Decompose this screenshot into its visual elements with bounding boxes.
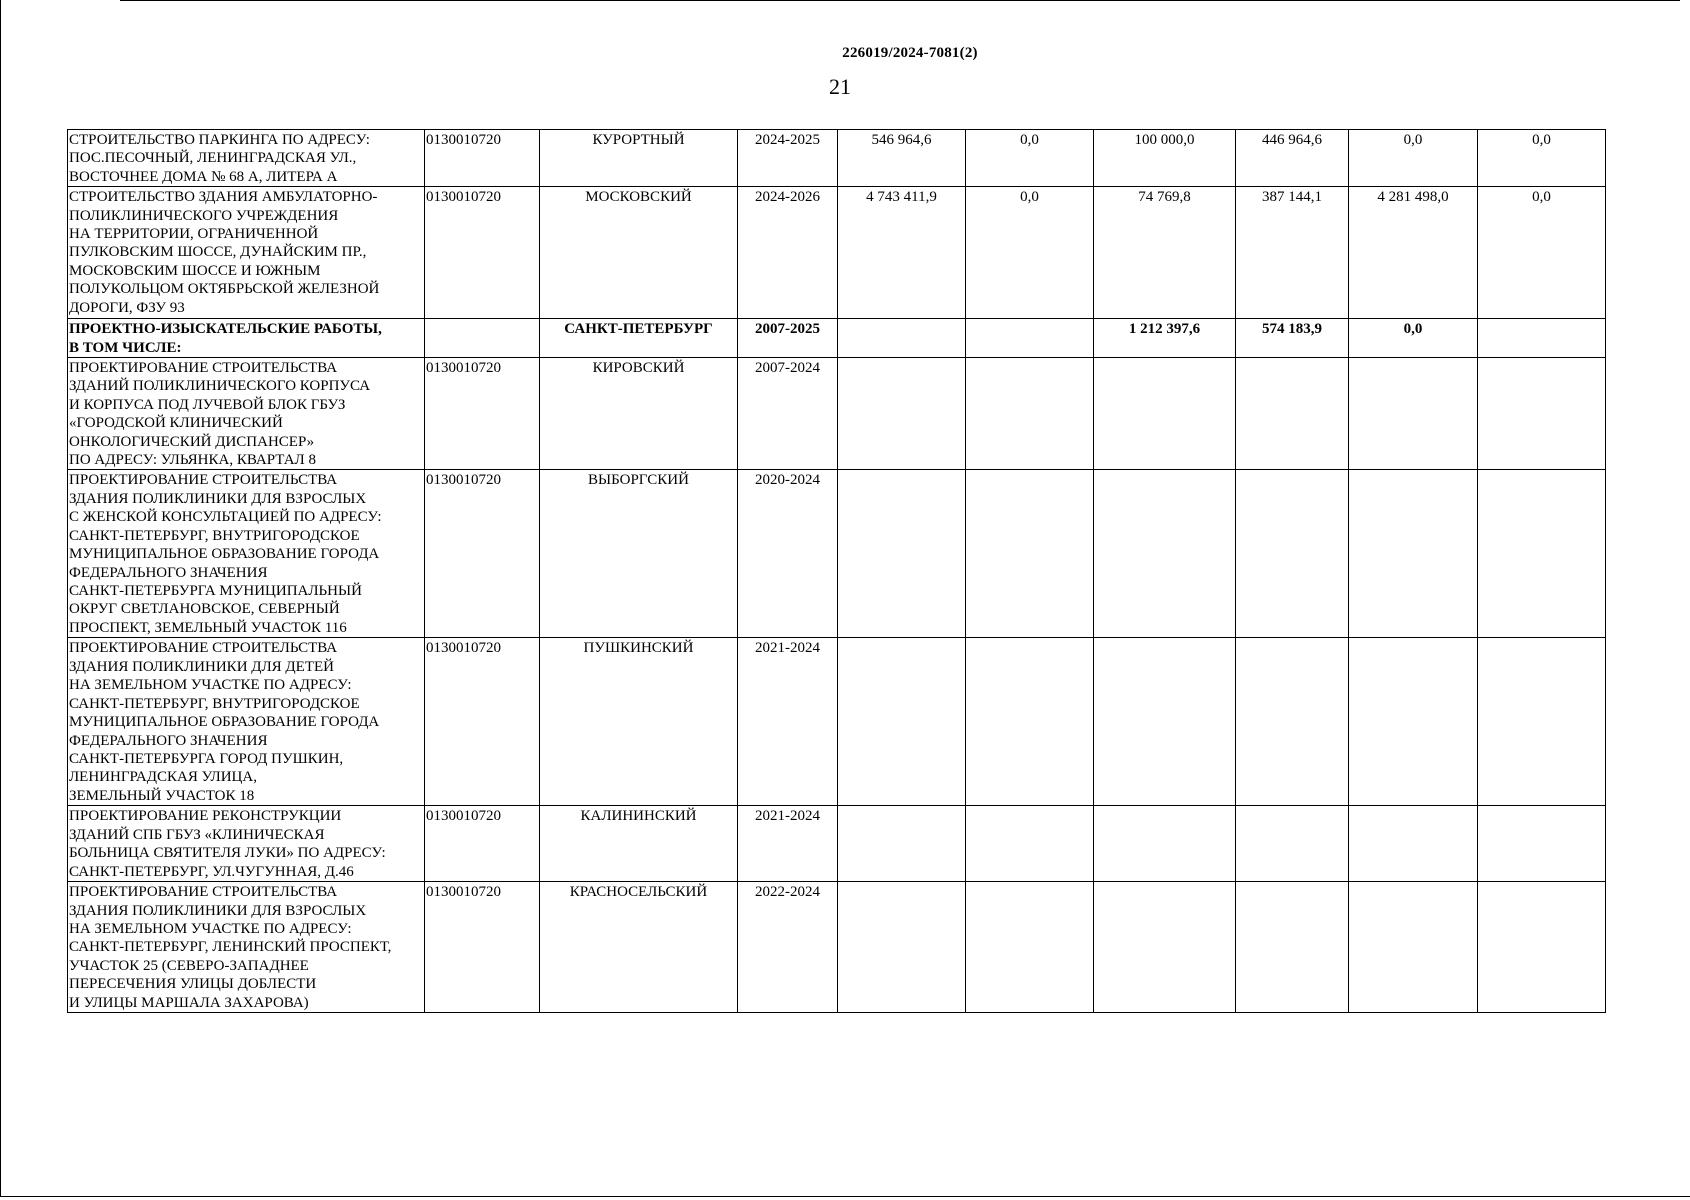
table-row-subtotal [68,319,1606,358]
period-cell: 2007-2025 [738,319,838,358]
amount-cell: 0,0 [966,187,1094,319]
period-cell: 2020-2024 [738,470,838,638]
amount-cell [1478,358,1606,470]
amount-total-cell [838,319,966,358]
amount-cell [966,806,1094,882]
page-top-rule [120,0,1680,1]
page-left-edge [0,0,1,1197]
amount-cell: 0,0 [1478,187,1606,319]
budget-code-cell: 0130010720 [425,470,540,638]
amount-cell [1094,358,1236,470]
amount-cell: 387 144,1 [1236,187,1349,319]
amount-total-cell: 4 743 411,9 [838,187,966,319]
amount-cell [1236,882,1349,1013]
table-row [68,358,1606,470]
amount-cell: 446 964,6 [1236,130,1349,187]
period-cell: 2022-2024 [738,882,838,1013]
table-row [68,806,1606,882]
page-bottom-edge [0,1196,1690,1197]
amount-cell [1349,806,1478,882]
district-cell: КИРОВСКИЙ [540,358,738,470]
budget-code-cell: 0130010720 [425,638,540,806]
amount-cell [966,358,1094,470]
district-cell: МОСКОВСКИЙ [540,187,738,319]
amount-total-cell: 546 964,6 [838,130,966,187]
period-cell: 2007-2024 [738,358,838,470]
amount-cell [1236,806,1349,882]
period-cell: 2021-2024 [738,638,838,806]
district-cell: КУРОРТНЫЙ [540,130,738,187]
table-row [68,130,1606,187]
amount-total-cell [838,638,966,806]
table-row [68,638,1606,806]
budget-code-cell [425,319,540,358]
object-name-cell: СТРОИТЕЛЬСТВО ЗДАНИЯ АМБУЛАТОРНО- ПОЛИКЛИНИЧЕСКОГО УЧРЕЖДЕНИЯ НА ТЕРРИТОРИИ, ОГРАНИЧЕННОЙ ПУЛКОВСКИМ ШОССЕ, ДУНАЙСКИМ ПР., МОСКОВСКИМ ШОССЕ И ЮЖНЫМ ПОЛУКОЛЬЦОМ ОКТЯБРЬСКОЙ ЖЕЛЕЗНОЙ ДОРОГИ, ФЗУ 93 [68,187,425,319]
district-cell: САНКТ-ПЕТЕРБУРГ [540,319,738,358]
budget-code-cell: 0130010720 [425,130,540,187]
object-name-cell: СТРОИТЕЛЬСТВО ПАРКИНГА ПО АДРЕСУ: ПОС.ПЕСОЧНЫЙ, ЛЕНИНГРАДСКАЯ УЛ., ВОСТОЧНЕЕ ДОМА № 68 А, ЛИТЕРА А [68,130,425,187]
amount-cell [1478,638,1606,806]
amount-cell [1236,638,1349,806]
amount-cell [1478,806,1606,882]
amount-cell: 0,0 [1478,130,1606,187]
amount-cell [1349,882,1478,1013]
amount-cell [1094,882,1236,1013]
amount-cell: 0,0 [1349,130,1478,187]
object-name-cell: ПРОЕКТИРОВАНИЕ СТРОИТЕЛЬСТВА ЗДАНИЯ ПОЛИКЛИНИКИ ДЛЯ ДЕТЕЙ НА ЗЕМЕЛЬНОМ УЧАСТКЕ ПО АДРЕСУ: САНКТ-ПЕТЕРБУРГ, ВНУТРИГОРОДСКОЕ МУНИЦИПАЛЬНОЕ ОБРАЗОВАНИЕ ГОРОДА ФЕДЕРАЛЬНОГО ЗНАЧЕНИЯ САНКТ-ПЕТЕРБУРГА ГОРОД ПУШКИН, ЛЕНИНГРАДСКАЯ УЛИЦА, ЗЕМЕЛЬНЫЙ УЧАСТОК 18 [68,638,425,806]
amount-total-cell [838,358,966,470]
object-name-cell: ПРОЕКТИРОВАНИЕ СТРОИТЕЛЬСТВА ЗДАНИЙ ПОЛИКЛИНИЧЕСКОГО КОРПУСА И КОРПУСА ПОД ЛУЧЕВОЙ БЛОК ГБУЗ «ГОРОДСКОЙ КЛИНИЧЕСКИЙ ОНКОЛОГИЧЕСКИЙ ДИСПАНСЕР» ПО АДРЕСУ: УЛЬЯНКА, КВАРТАЛ 8 [68,358,425,470]
object-name-cell: ПРОЕКТИРОВАНИЕ СТРОИТЕЛЬСТВА ЗДАНИЯ ПОЛИКЛИНИКИ ДЛЯ ВЗРОСЛЫХ С ЖЕНСКОЙ КОНСУЛЬТАЦИЕЙ ПО АДРЕСУ: САНКТ-ПЕТЕРБУРГ, ВНУТРИГОРОДСКОЕ МУНИЦИПАЛЬНОЕ ОБРАЗОВАНИЕ ГОРОДА ФЕДЕРАЛЬНОГО ЗНАЧЕНИЯ САНКТ-ПЕТЕРБУРГА МУНИЦИПАЛЬНЫЙ ОКРУГ СВЕТЛАНОВСКОЕ, СЕВЕРНЫЙ ПРОСПЕКТ, ЗЕМЕЛЬНЫЙ УЧАСТОК 116 [68,470,425,638]
budget-table [67,129,1606,1013]
amount-cell [1349,470,1478,638]
period-cell: 2021-2024 [738,806,838,882]
district-cell: ПУШКИНСКИЙ [540,638,738,806]
amount-cell [1478,882,1606,1013]
amount-cell [966,882,1094,1013]
amount-cell: 574 183,9 [1236,319,1349,358]
amount-cell: 74 769,8 [1094,187,1236,319]
table-row [68,470,1606,638]
amount-cell [1478,319,1606,358]
amount-cell [1349,638,1478,806]
amount-cell [1349,358,1478,470]
amount-cell: 4 281 498,0 [1349,187,1478,319]
amount-cell [1094,638,1236,806]
amount-total-cell [838,882,966,1013]
amount-cell: 0,0 [1349,319,1478,358]
amount-cell [966,638,1094,806]
amount-total-cell [838,470,966,638]
object-name-cell: ПРОЕКТИРОВАНИЕ СТРОИТЕЛЬСТВА ЗДАНИЯ ПОЛИКЛИНИКИ ДЛЯ ВЗРОСЛЫХ НА ЗЕМЕЛЬНОМ УЧАСТКЕ ПО АДРЕСУ: САНКТ-ПЕТЕРБУРГ, ЛЕНИНСКИЙ ПРОСПЕКТ, УЧАСТОК 25 (СЕВЕРО-ЗАПАДНЕЕ ПЕРЕСЕЧЕНИЯ УЛИЦЫ ДОБЛЕСТИ И УЛИЦЫ МАРШАЛА ЗАХАРОВА) [68,882,425,1013]
period-cell: 2024-2025 [738,130,838,187]
table-row [68,187,1606,319]
object-name-cell: ПРОЕКТНО-ИЗЫСКАТЕЛЬСКИЕ РАБОТЫ, В ТОМ ЧИСЛЕ: [68,319,425,358]
object-name-cell: ПРОЕКТИРОВАНИЕ РЕКОНСТРУКЦИИ ЗДАНИЙ СПБ ГБУЗ «КЛИНИЧЕСКАЯ БОЛЬНИЦА СВЯТИТЕЛЯ ЛУКИ» ПО АДРЕСУ: САНКТ-ПЕТЕРБУРГ, УЛ.ЧУГУННАЯ, Д.46 [68,806,425,882]
amount-cell [1094,806,1236,882]
page-number: 21 [829,74,851,99]
amount-cell [966,319,1094,358]
amount-cell [1236,358,1349,470]
district-cell: ВЫБОРГСКИЙ [540,470,738,638]
budget-code-cell: 0130010720 [425,882,540,1013]
amount-cell [1094,470,1236,638]
period-cell: 2024-2026 [738,187,838,319]
document-number: 226019/2024-7081(2) [842,45,978,61]
district-cell: КРАСНОСЕЛЬСКИЙ [540,882,738,1013]
amount-cell [966,470,1094,638]
amount-cell: 0,0 [966,130,1094,187]
amount-cell: 1 212 397,6 [1094,319,1236,358]
table-row [68,882,1606,1013]
amount-cell: 100 000,0 [1094,130,1236,187]
amount-total-cell [838,806,966,882]
budget-code-cell: 0130010720 [425,358,540,470]
amount-cell [1236,470,1349,638]
district-cell: КАЛИНИНСКИЙ [540,806,738,882]
amount-cell [1478,470,1606,638]
budget-code-cell: 0130010720 [425,187,540,319]
budget-code-cell: 0130010720 [425,806,540,882]
